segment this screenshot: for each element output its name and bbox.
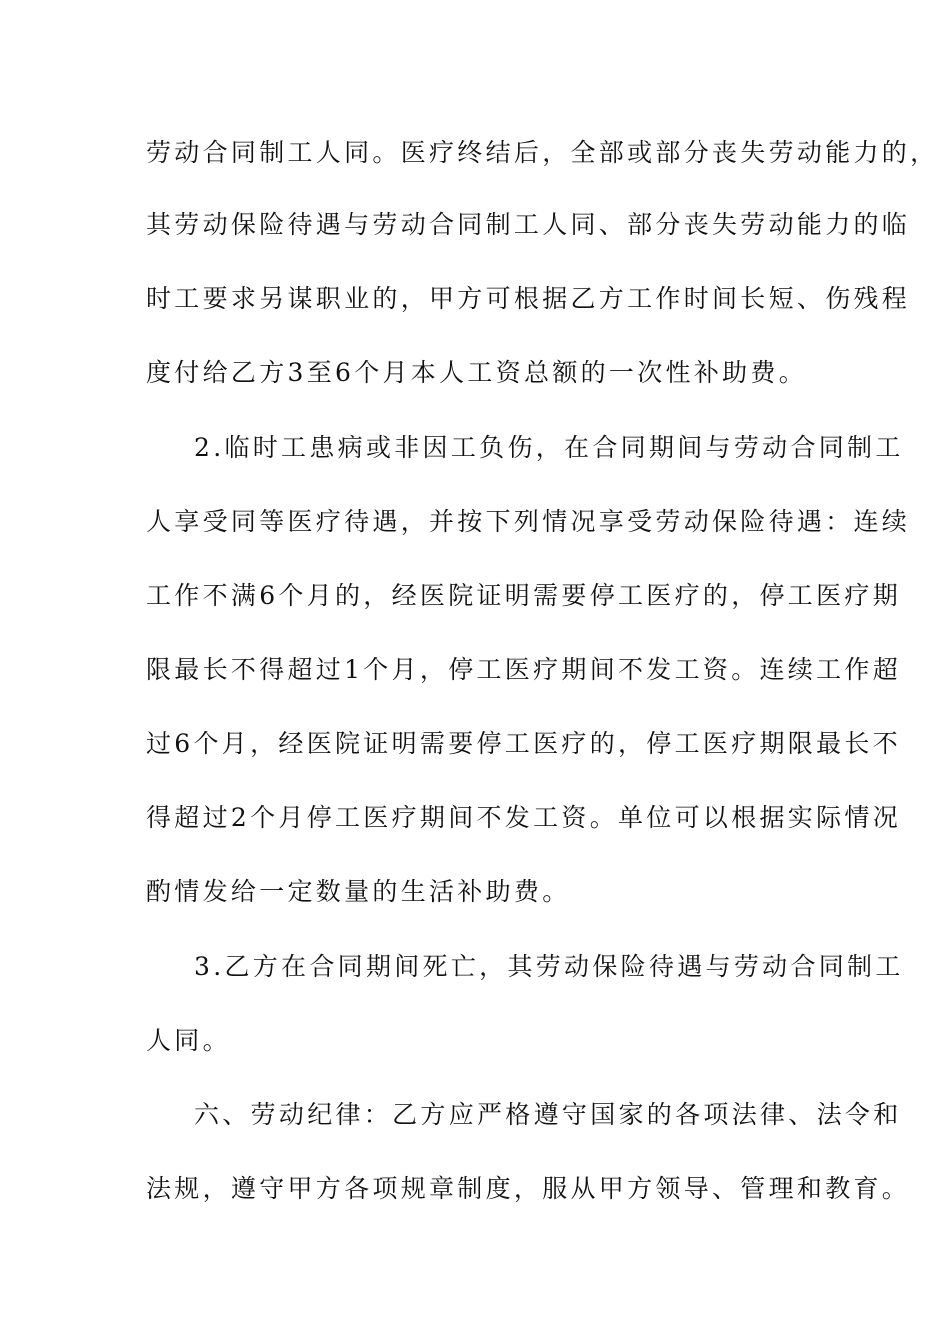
text-line: 过6个月，经医院证明需要停工医疗的，停工医疗期限最长不 <box>146 729 902 758</box>
text-line: 得超过2个月停工医疗期间不发工资。单位可以根据实际情况 <box>146 803 902 832</box>
text-line: 工作不满6个月的，经医院证明需要停工医疗的，停工医疗期 <box>146 581 902 610</box>
text-line: 其劳动保险待遇与劳动合同制工人同、部分丧失劳动能力的临 <box>146 210 911 239</box>
text-line: 六、劳动纪律：乙方应严格遵守国家的各项法律、法令和 <box>194 1100 902 1129</box>
text-line: 2.临时工患病或非因工负伤，在合同期间与劳动合同制工 <box>194 433 904 462</box>
text-line: 限最长不得超过1个月，停工医疗期间不发工资。连续工作超 <box>146 655 902 684</box>
text-line: 3.乙方在合同期间死亡，其劳动保险待遇与劳动合同制工 <box>194 952 904 981</box>
text-line: 度付给乙方3至6个月本人工资总额的一次性补助费。 <box>146 358 808 387</box>
text-line: 酌情发给一定数量的生活补助费。 <box>146 877 571 906</box>
text-line: 法规，遵守甲方各项规章制度，服从甲方领导、管理和教育。 <box>146 1174 911 1203</box>
text-line: 时工要求另谋职业的，甲方可根据乙方工作时间长短、伤残程 <box>146 284 911 313</box>
text-line: 人享受同等医疗待遇，并按下列情况享受劳动保险待遇：连续 <box>146 507 911 536</box>
text-line: 劳动合同制工人同。医疗终结后，全部或部分丧失劳动能力的， <box>146 138 939 167</box>
text-line: 人同。 <box>146 1026 231 1055</box>
